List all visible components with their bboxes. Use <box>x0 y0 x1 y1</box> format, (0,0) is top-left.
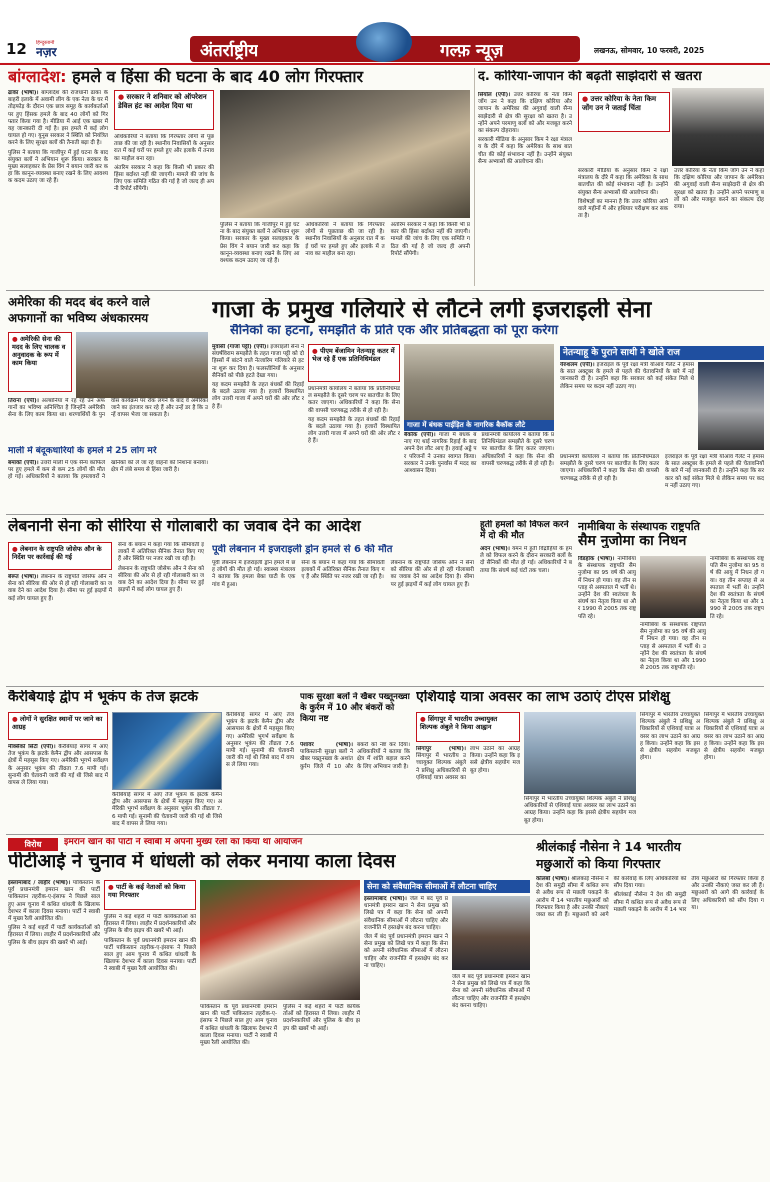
drone-body: पूर्वी लेबनान में इजराइली ड्रोन हमले में छह लोगों की मौत हो गई। स्वास्थ्य मंत्रालय ने बताया कि हमला बेका घाटी के एक गांव में हुआ। सेना के बयान में कहा गया कि सीमावर्ती इलाकों में अतिरिक्त सैनिक तैनात किए गए हैं और स्थिति पर नजर रखी जा रही है। लेबनान के राष्ट्रपति जोसेफ औन ने सेना को सीरिया की ओर से हो रही गोलाबारी का जवाब देने का आदेश दिया है। सीमा पर हुई झड़पों में कई लोग घायल हुए हैं। <box>212 560 474 588</box>
tanks-photo <box>404 344 554 420</box>
singapore-photo <box>524 712 636 794</box>
caribbean-headline: कैरेबियाई द्वीप में भूकंप के तेज झटके <box>8 690 199 705</box>
caribbean-col2: कैरेबियाई सागर में आए तेज भूकंप के झटके केमैन द्वीप और आसपास के क्षेत्रों में महसूस किए गए। अमेरिकी भूगर्भ सर्वेक्षण के अनुसार भूकंप की तीव्रता 7.6 मापी गई। सुनामी की चेतावनी जारी की गई थी जिसे बाद में वापस ले लिया गया। <box>112 792 222 827</box>
mali-body: बमाको (एपी)। उत्तरी माली में एक सैन्य काफिले पर हुए हमले में कम से कम 25 लोगों की मौत हो गई। अधिकारियों ने बताया कि हमलावरों ने खनिकों को ले जा रहे वाहनों को निशाना बनाया। क्षेत्र में लंबे समय से हिंसा जारी है। <box>8 460 208 481</box>
namibia-headline: नामीबिया के संस्थापक राष्ट्रपति सैम नुजोमा का निधन <box>578 520 700 548</box>
yemen-headline: हूती हमलों को विफल करने में दो की मौत <box>480 520 569 541</box>
pti-col3: पाकिस्तान के पूर्व प्रधानमंत्री इमरान खान की पार्टी पाकिस्तान तहरीक-ए-इंसाफ ने पिछले साल हुए आम चुनाव में कथित धांधली के खिलाफ देशभर में काला दिवस मनाया। पार्टी ने स्वाबी में मुख्य रैली आयोजित की। पुलिस ने कई शहरों में पार्टी कार्यकर्ताओं को हिरासत में लिया। लाहौर में प्रदर्शनकारियों और पुलिस के बीच झड़प की खबरें भी आईं। <box>200 1004 360 1047</box>
paper-logo: हिन्दुस्तानी नज़र <box>36 40 57 59</box>
section-divider <box>6 290 764 291</box>
bangladesh-photo <box>220 90 470 218</box>
pti-rally-photo <box>200 880 360 1000</box>
pti-col2: पुलिस ने कई शहरों में पार्टी कार्यकर्ताओं को हिरासत में लिया। लाहौर में प्रदर्शनकारियों और पुलिस के बीच झड़प की खबरें भी आईं। पाकिस्तान के पूर्व प्रधानमंत्री इमरान खान की पार्टी पाकिस्तान तहरीक-ए-इंसाफ ने पिछले साल हुए आम चुनाव में कथित धांधली के खिलाफ देशभर में काला दिवस मनाया। पार्टी ने स्वाबी में मुख्य रैली आयोजित की। <box>104 914 196 973</box>
bangladesh-col3: पुलिस ने बताया कि गाजीपुर में हुई घटना के बाद संयुक्त बलों ने अभियान शुरू किया। सरकार के मुख्य सलाहकार के प्रेस विंग ने बयान जारी कर कहा कि कानून-व्यवस्था बनाए रखने के लिए आवश्यक कदम उठाए जा रहे हैं। अधिकारियों ने बताया कि गिरफ्तार लोगों से पूछताछ की जा रही है। स्थानीय निवासियों के अनुसार रात में कई घरों पर हमले हुए और इलाके में तनाव का माहौल बना रहा। अंतरिम सरकार ने कहा कि किसी भी प्रकार की हिंसा बर्दाश्त नहीं की जाएगी। मामले की जांच के लिए एक समिति गठित की गई है जो जल्द ही अपनी रिपोर्ट सौंपेगी। <box>220 222 470 265</box>
gaza-col1: मुवासी (गाजा पट्टी) (एपी)। इजराइली सेना ने संघर्षविराम समझौते के तहत गाजा पट्टी को दो हिस्सों में बांटने वाले नेत्जारिम गलियारे से हटना शुरू कर दिया है। फलस्तीनियों के अनुसार सैनिकों को पीछे हटते देखा गया। यह कदम समझौते के तहत बंधकों की रिहाई के बदले उठाया गया है। हजारों विस्थापित लोग उत्तरी गाजा में अपने घरों की ओर लौट रहे हैं। <box>212 344 304 410</box>
photo-caption: गाजा में बंधक पाईड़ित के नागरिक बैकॉक लौटे <box>404 420 554 431</box>
bunker-headline: पाक सुरक्षा बलों ने खैबर पख्तूनख्वा के कुर्रम में 10 और बंकरों को किया नष्ट <box>300 692 410 724</box>
bangladesh-col2: अधिकारियों ने बताया कि गिरफ्तार लोगों से पूछताछ की जा रही है। स्थानीय निवासियों के अनुसार रात में कई घरों पर हमले हुए और इलाके में तनाव का माहौल बना रहा। अंतरिम सरकार ने कहा कि किसी भी प्रकार की हिंसा बर्दाश्त नहीं की जाएगी। मामले की जांच के लिए एक समिति गठित की गई है जो जल्द ही अपनी रिपोर्ट सौंपेगी। <box>114 134 214 193</box>
khan-col1: इस्लामाबाद (भाषा)। जेल में बंद पूर्व प्रधानमंत्री इमरान खान ने सेना प्रमुख को लिखे पत्र में कहा कि सेना को अपनी संवैधानिक सीमाओं में लौटना चाहिए और राजनीति में हस्तक्षेप बंद करना चाहिए। जेल में बंद पूर्व प्रधानमंत्री इमरान खान ने सेना प्रमुख को लिखे पत्र में कहा कि सेना को अपनी संवैधानिक सीमाओं में लौटना चाहिए और राजनीति में हस्तक्षेप बंद करना चाहिए। <box>364 896 448 969</box>
yemen-body: अदन (भाषा)। यमन में हूती विद्रोहियों के हमले को विफल करने के दौरान सरकारी बलों के दो सैनिकों की मौत हो गई। अधिकारियों ने बताया कि संघर्ष कई घंटों तक चला। <box>480 546 572 574</box>
namibia-col1: विंडहोक (भाषा)। नामीबिया के संस्थापक राष्ट्रपति सैम नुजोमा का 95 वर्ष की आयु में निधन हो गया। वह तीन सप्ताह से अस्पताल में भर्ती थे। उन्होंने देश की स्वतंत्रता के संघर्ष का नेतृत्व किया था और 1990 से 2005 तक राष्ट्रपति रहे। <box>578 556 636 620</box>
bangladesh-headline: बांग्लादेश: हमले व हिंसा की घटना के बाद 40 लोग गिरफ्तार <box>8 68 364 86</box>
netanyahu-ally-body: येरुशलम (एपी)। इजराइल के पूर्व रक्षा मंत्री योआव गैलेंट ने हमास के सात अक्टूबर के हमले से पहले की चेतावनियों के बारे में नई जानकारी दी है। उन्होंने कहा कि सरकार को कई संकेत मिले थे लेकिन समय पर कदम नहीं उठाए गए। <box>560 362 694 390</box>
earthquake-map <box>112 712 222 790</box>
gaza-subhead: सैनिकों का हटना, समझौते के प्रति एक और प्रतिबद्धता को पूरा करेगा <box>230 324 559 338</box>
caribbean-side-box: ● लोगों ने सुरक्षित स्थानों पर जाने का आग्रह <box>8 712 108 740</box>
gallant-photo <box>698 362 764 450</box>
gaza-thai-body: बैंकॉक (एपी)। गाजा में बंधक बनाए गए थाई नागरिक रिहाई के बाद अपने देश लौट आए हैं। हवाई अड्डे पर परिजनों ने उनका स्वागत किया। सरकार ने उनके पुनर्वास में मदद का आश्वासन दिया। प्रधानमंत्री कार्यालय ने बताया कि प्रतिनिधिमंडल समझौते के दूसरे चरण पर बातचीत के लिए कतर जाएगा। अधिकारियों ने कहा कि सेना की वापसी चरणबद्ध तरीके से हो रही है। <box>404 432 554 475</box>
pti-kicker: इमरान खान की पार्टी ने स्वाबी में अपनी मुख्य रैली का किया था आयोजन <box>64 838 303 847</box>
drone-headline: पूर्वी लेबनान में इजराइली ड्रोन हमले से 6 की मौत <box>212 544 393 555</box>
caribbean-col3: कैरेबियाई सागर में आए तेज भूकंप के झटके केमैन द्वीप और आसपास के क्षेत्रों में महसूस किए गए। अमेरिकी भूगर्भ सर्वेक्षण के अनुसार भूकंप की तीव्रता 7.6 मापी गई। सुनामी की चेतावनी जारी की गई थी जिसे बाद में वापस ले लिया गया। <box>226 712 294 769</box>
khan-col2: जेल में बंद पूर्व प्रधानमंत्री इमरान खान ने सेना प्रमुख को लिखे पत्र में कहा कि सेना को अपनी संवैधानिक सीमाओं में लौटना चाहिए और राजनीति में हस्तक्षेप बंद करना चाहिए। <box>452 974 530 1009</box>
netanyahu-ally-body-2: प्रधानमंत्री कार्यालय ने बताया कि प्रतिनिधिमंडल समझौते के दूसरे चरण पर बातचीत के लिए कतर जाएगा। अधिकारियों ने कहा कि सेना की वापसी चरणबद्ध तरीके से हो रही है। इजराइल के पूर्व रक्षा मंत्री योआव गैलेंट ने हमास के सात अक्टूबर के हमले से पहले की चेतावनियों के बारे में नई जानकारी दी है। उन्होंने कहा कि सरकार को कई संकेत मिले थे लेकिन समय पर कदम नहीं उठाए गए। <box>560 454 764 489</box>
pti-col1: इस्लामाबाद / लाहौर (भाषा)। पाकिस्तान के पूर्व प्रधानमंत्री इमरान खान की पार्टी पाकिस्तान तहरीक-ए-इंसाफ ने पिछले साल हुए आम चुनाव में कथित धांधली के खिलाफ देशभर में काला दिवस मनाया। पार्टी ने स्वाबी में मुख्य रैली आयोजित की। पुलिस ने कई शहरों में पार्टी कार्यकर्ताओं को हिरासत में लिया। लाहौर में प्रदर्शनकारियों और पुलिस के बीच झड़प की खबरें भी आईं। <box>8 880 100 946</box>
masthead <box>0 0 770 62</box>
dateline: लखनऊ, सोमवार, 10 फरवरी, 2025 <box>594 46 705 55</box>
lebanon-col2: सेना के बयान में कहा गया कि सीमावर्ती इलाकों में अतिरिक्त सैनिक तैनात किए गए हैं और स्थिति पर नजर रखी जा रही है। लेबनान के राष्ट्रपति जोसेफ औन ने सेना को सीरिया की ओर से हो रही गोलाबारी का जवाब देने का आदेश दिया है। सीमा पर हुई झड़पों में कई लोग घायल हुए हैं। <box>118 542 204 594</box>
khan-headline: सेना को संवैधानिक सीमाओं में लौटना चाहिए <box>364 880 530 893</box>
asia-travel-col1: सिंगापुर (भाषा)। सिंगापुर में भारतीय उच्चायुक्त शिल्पक अंबुले ने प्रशिक्षु अधिकारियों से एशियाई यात्रा अवसर का लाभ उठाने का आग्रह किया। उन्होंने कहा कि इससे क्षेत्रीय सहयोग मजबूत होगा। <box>416 746 520 781</box>
netanyahu-ally-box: नेतन्याहू के पुराने साथी ने खोले राज <box>560 346 764 360</box>
asia-travel-headline: एशियाई यात्रा अवसर का लाभ उठाएं टीएस प्रशिक्षु <box>416 690 670 705</box>
namibia-col2: नामीबिया के संस्थापक राष्ट्रपति सैम नुजोमा का 95 वर्ष की आयु में निधन हो गया। वह तीन सप्ताह से अस्पताल में भर्ती थे। उन्होंने देश की स्वतंत्रता के संघर्ष का नेतृत्व किया था और 1990 से 2005 तक राष्ट्रपति रहे। <box>710 556 764 620</box>
nujoma-photo <box>640 556 706 618</box>
gaza-netanyahu-box: ● पीएम बेंजामिन नेतन्याहू कतर में भेज रहे हैं एक प्रतिनिधिमंडल <box>308 344 400 382</box>
column-divider <box>474 68 475 286</box>
pti-headline: पीटीआई ने चुनाव में धांधली को लेकर मनाया काला दिवस <box>8 852 396 872</box>
korea-col1: सियोल (एपी)। उत्तर कोरिया के नेता किम जोंग उन ने कहा कि दक्षिण कोरिया और जापान के अमेरिका की अगुवाई वाली सैन्य साझेदारी से क्षेत्र की सुरक्षा को खतरा है। उन्होंने अपने परमाणु बलों को और मजबूत करने का संकल्प दोहराया। सरकारी मीडिया के अनुसार किम ने रक्षा मंत्रालय के दौरे में कहा कि अमेरिका के साथ बातचीत की कोई संभावना नहीं है। उन्होंने संयुक्त सैन्य अभ्यासों की आलोचना की। <box>478 92 572 165</box>
asia-travel-side-box: ● सिंगापुर में भारतीय उच्चायुक्त शिल्पक अंबुले ने किया आह्वान <box>416 712 520 742</box>
imran-khan-photo <box>452 896 530 970</box>
afghan-body: तिराना (एपी)। अल्बानिया में रह रहे उन अफगानों का भविष्य अनिश्चित है जिन्होंने अमेरिकी सेना के लिए काम किया था। शरणार्थियों के पुनर्वास कार्यक्रम पर रोक लगने के बाद वे अमेरिका जाने का इंतजार कर रहे हैं और उन्हें डर है कि उन्हें वापस भेजा जा सकता है। <box>8 398 208 419</box>
korea-col2: सरकारी मीडिया के अनुसार किम ने रक्षा मंत्रालय के दौरे में कहा कि अमेरिका के साथ बातचीत की कोई संभावना नहीं है। उन्होंने संयुक्त सैन्य अभ्यासों की आलोचना की। विशेषज्ञों का मानना है कि उत्तर कोरिया आने वाले महीनों में और हथियार परीक्षण कर सकता है। उत्तर कोरिया के नेता किम जोंग उन ने कहा कि दक्षिण कोरिया और जापान के अमेरिका की अगुवाई वाली सैन्य साझेदारी से क्षेत्र की सुरक्षा को खतरा है। उन्होंने अपने परमाणु बलों को और मजबूत करने का संकल्प दोहराया। <box>578 168 764 220</box>
namibia-col3: नामीबिया के संस्थापक राष्ट्रपति सैम नुजोमा का 95 वर्ष की आयु में निधन हो गया। वह तीन सप्ताह से अस्पताल में भर्ती थे। उन्होंने देश की स्वतंत्रता के संघर्ष का नेतृत्व किया था और 1990 से 2005 तक राष्ट्रपति रहे। <box>640 622 706 672</box>
korea-side-box: ● उत्तर कोरिया के नेता किम जोंग उन ने जताई चिंता <box>578 92 670 132</box>
afghan-photo <box>76 332 208 398</box>
korea-headline: द. कोरिया-जापान की बढ़ती साझेदारी से खतरा <box>478 70 702 84</box>
srilanka-body: कोलंबो (भाषा)। श्रीलंकाई नौसेना ने देश की समुद्री सीमा में कथित रूप से अवैध रूप से मछली पकड़ने के आरोप में 14 भारतीय मछुआरों को गिरफ्तार किया है और उनकी नौकाएं जब्त कर ली हैं। मछुआरों को आगे की कार्रवाई के लिए अधिकारियों को सौंप दिया गया। श्रीलंकाई नौसेना ने देश की समुद्री सीमा में कथित रूप से अवैध रूप से मछली पकड़ने के आरोप में 14 भारतीय मछुआरों को गिरफ्तार किया है और उनकी नौकाएं जब्त कर ली हैं। मछुआरों को आगे की कार्रवाई के लिए अधिकारियों को सौंप दिया गया। <box>536 876 764 919</box>
page-number: 12 <box>6 40 27 58</box>
section-divider <box>6 686 764 687</box>
lebanon-col1: बेरूत (भाषा)। लेबनान के राष्ट्रपति जोसेफ औन ने सेना को सीरिया की ओर से हो रही गोलाबारी का जवाब देने का आदेश दिया है। सीमा पर हुई झड़पों में कई लोग घायल हुए हैं। <box>8 574 112 602</box>
section-divider <box>6 834 764 835</box>
pti-label: विरोध <box>8 838 58 851</box>
bunker-body: पेशावर (भाषा)। पाकिस्तानी सुरक्षा बलों ने खैबर पख्तूनख्वा के अशांत कुर्रम जिले में 10 और बंकरों को नष्ट कर दिया। अधिकारियों ने बताया कि क्षेत्र में शांति बहाल करने के लिए अभियान जारी है। <box>300 742 410 770</box>
globe-icon <box>356 22 412 62</box>
section-divider <box>6 514 764 515</box>
bangladesh-side-box: ● सरकार ने शनिवार को ऑपरेशन डेविल हंट का आदेश दिया था <box>114 90 214 130</box>
mali-headline: माली में बंदूकधारियों के हमले में 25 लोग मरे <box>8 446 157 456</box>
gaza-headline: गाजा के प्रमुख गलियारे से लौटने लगी इजराइली सेना <box>212 298 652 323</box>
srilanka-headline: श्रीलंकाई नौसेना ने 14 भारतीय मछुआरों को किया गिरफ्तार <box>536 839 681 871</box>
section-title-right: गल्फ़ न्यूज़ <box>440 41 504 61</box>
asia-travel-col3: सिंगापुर में भारतीय उच्चायुक्त शिल्पक अंबुले ने प्रशिक्षु अधिकारियों से एशियाई यात्रा अवसर का लाभ उठाने का आग्रह किया। उन्होंने कहा कि इससे क्षेत्रीय सहयोग मजबूत होगा। सिंगापुर में भारतीय उच्चायुक्त शिल्पक अंबुले ने प्रशिक्षु अधिकारियों से एशियाई यात्रा अवसर का लाभ उठाने का आग्रह किया। उन्होंने कहा कि इससे क्षेत्रीय सहयोग मजबूत होगा। <box>640 712 764 762</box>
afghan-headline: अमेरिका की मदद बंद करने वाले अफगानों का भविष्य अंधकारमय <box>8 295 150 325</box>
kim-jong-un-photo <box>672 88 764 166</box>
lebanon-headline: लेबनानी सेना को सीरिया से गोलाबारी का जवाब देने का आदेश <box>8 518 361 535</box>
afghan-side-box: ● अमेरिकी सेना की मदद के लिए चालक व अनुवादक के रूप में काम किया <box>8 332 72 392</box>
lebanon-side-box: ● लेबनान के राष्ट्रपति जोसेफ औन के निर्देश पर कार्रवाई की गई <box>8 542 112 570</box>
bangladesh-col1: ढाका (भाषा)। बांग्लादेश की राजधानी ढाका के बाहरी इलाके में अवामी लीग के एक नेता के घर में तोड़फोड़ के दौरान एक छात्र समूह के कार्यकर्ताओं पर हुए हिंसक हमले के बाद 40 लोगों को गिरफ्तार किया गया है। मीडिया में आई एक खबर में यह जानकारी दी गई है। इस हमले में कई लोग घायल हो गए। युनूस सरकार ने स्थिति को नियंत्रित करने के लिए सुरक्षा बलों की तैनाती बढ़ा दी है। पुलिस ने बताया कि गाजीपुर में हुई घटना के बाद संयुक्त बलों ने अभियान शुरू किया। सरकार के मुख्य सलाहकार के प्रेस विंग ने बयान जारी कर कहा कि कानून-व्यवस्था बनाए रखने के लिए आवश्यक कदम उठाए जा रहे हैं। <box>8 90 108 185</box>
masthead-rule <box>0 63 770 65</box>
pti-side-box: ● पार्टी के कई नेताओं को किया गया गिरफ्तार <box>104 880 196 910</box>
asia-travel-col2: सिंगापुर में भारतीय उच्चायुक्त शिल्पक अंबुले ने प्रशिक्षु अधिकारियों से एशियाई यात्रा अवसर का लाभ उठाने का आग्रह किया। उन्होंने कहा कि इससे क्षेत्रीय सहयोग मजबूत होगा। <box>524 796 636 824</box>
caribbean-col1: मेक्सिको सिटी (एपी)। कैरेबियाई सागर में आए तेज भूकंप के झटके केमैन द्वीप और आसपास के क्षेत्रों में महसूस किए गए। अमेरिकी भूगर्भ सर्वेक्षण के अनुसार भूकंप की तीव्रता 7.6 मापी गई। सुनामी की चेतावनी जारी की गई थी जिसे बाद में वापस ले लिया गया। <box>8 744 108 787</box>
gaza-col2: प्रधानमंत्री कार्यालय ने बताया कि प्रतिनिधिमंडल समझौते के दूसरे चरण पर बातचीत के लिए कतर जाएगा। अधिकारियों ने कहा कि सेना की वापसी चरणबद्ध तरीके से हो रही है। यह कदम समझौते के तहत बंधकों की रिहाई के बदले उठाया गया है। हजारों विस्थापित लोग उत्तरी गाजा में अपने घरों की ओर लौट रहे हैं। <box>308 386 400 445</box>
section-title-left: अंतर्राष्ट्रीय <box>200 41 259 61</box>
